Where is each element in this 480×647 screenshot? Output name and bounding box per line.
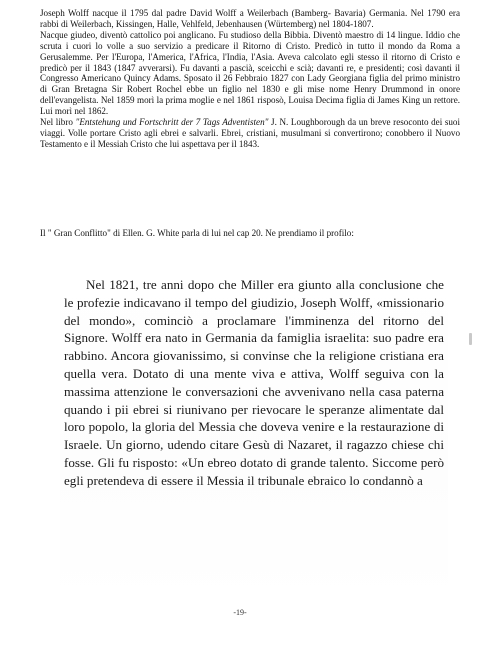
book-reference-prefix: Nel libro bbox=[40, 117, 76, 128]
margin-mark bbox=[469, 333, 472, 345]
page-number: -19- bbox=[233, 608, 247, 617]
bio-paragraph-3 bbox=[40, 117, 460, 150]
scanned-excerpt bbox=[60, 270, 448, 604]
book-title: "Entstehung und Fortschritt der 7 Tags Adventisten" bbox=[75, 117, 269, 128]
book-reference-text: J. N. Loughborough da un breve resoconto dei suoi viaggi. Volle portare Cristo agli ebrei e salvarli. Ebrei, cristiani, musulmani si convertirono; conobbero il Nuovo Testamento e il Messiah Cristo che lui aspettava per il 1843. bbox=[40, 117, 460, 149]
excerpt-text: Nel 1821, tre anni dopo che Miller era giunto alla conclusione che le profezie indicavano il tempo del giudizio, Joseph Wolff, «missionario del mondo», cominciò a proclamare l'imminenza del ritorno del Signore. Wolff era nato in Germania da famiglia israelita: suo padre era rabbino. Ancora giovanissimo, si convinse che la religione cristiana era quella vera. Dotato di una mente viva e attiva, Wolff seguiva con la massima attenzione le conversazioni che avvenivano nella casa paterna quando i pii ebrei si riunivano per rievocare le speranze alimentate dal loro popolo, la gloria del Messia che doveva venire e la restaurazione di Israele. Un giorno, udendo citare Gesù di Nazaret, il ragazzo chiese chi fosse. Gli fu risposto: «Un ebreo dotato di grande talento. Siccome però egli pretendeva di essere il Messia il tribunale ebraico lo condannò a bbox=[64, 277, 444, 488]
biography-section bbox=[40, 8, 460, 150]
bio-paragraph-1: Joseph Wolff nacque il 1795 dal padre David Wolff a Weilerbach (Bamberg- Bavaria) Germania. Nel 1790 era rabbi di Weilerbach, Kissingen, Halle, Vehlfeld, Jebenhausen (Würtemberg) nel 1804-1807. bbox=[40, 8, 460, 29]
bio-paragraph-2: Nacque giudeo, diventò cattolico poi anglicano. Fu studioso della Bibbia. Diventò maestro di 14 lingue. Iddio che scruta i cuori lo volle a suo servizio a predicare il Ritorno di Cristo. Predicò in tutto il mondo da Roma a Gerusalemme. Per l'Europa, l'America, l'Africa, l'India, l'Asia. Aveva calcolato egli stesso il ritorno di Cristo e predicò per il 1843 (1847 avverarsi). Fu davanti a pascià, sceicchi e scià; davanti re, e presidenti; così davanti il Congresso Americano Quincy Adams. Sposato il 26 Febbraio 1827 con Lady Georgiana figlia del primo ministro di Gran Bretagna Sir Robert Rochel ebbe un figlio nel 1830 e gli mise nome Henry Drummond in onore dell'evangelista. Nel 1859 morì la prima moglie e nel 1861 risposò, Louisa Decima figlia di James King un rettore. Lui morì nel 1862. bbox=[40, 29, 460, 117]
excerpt-intro: Il " Gran Conflitto" di Ellen. G. White parla di lui nel cap 20. Ne prendiamo il profilo: bbox=[40, 228, 354, 238]
